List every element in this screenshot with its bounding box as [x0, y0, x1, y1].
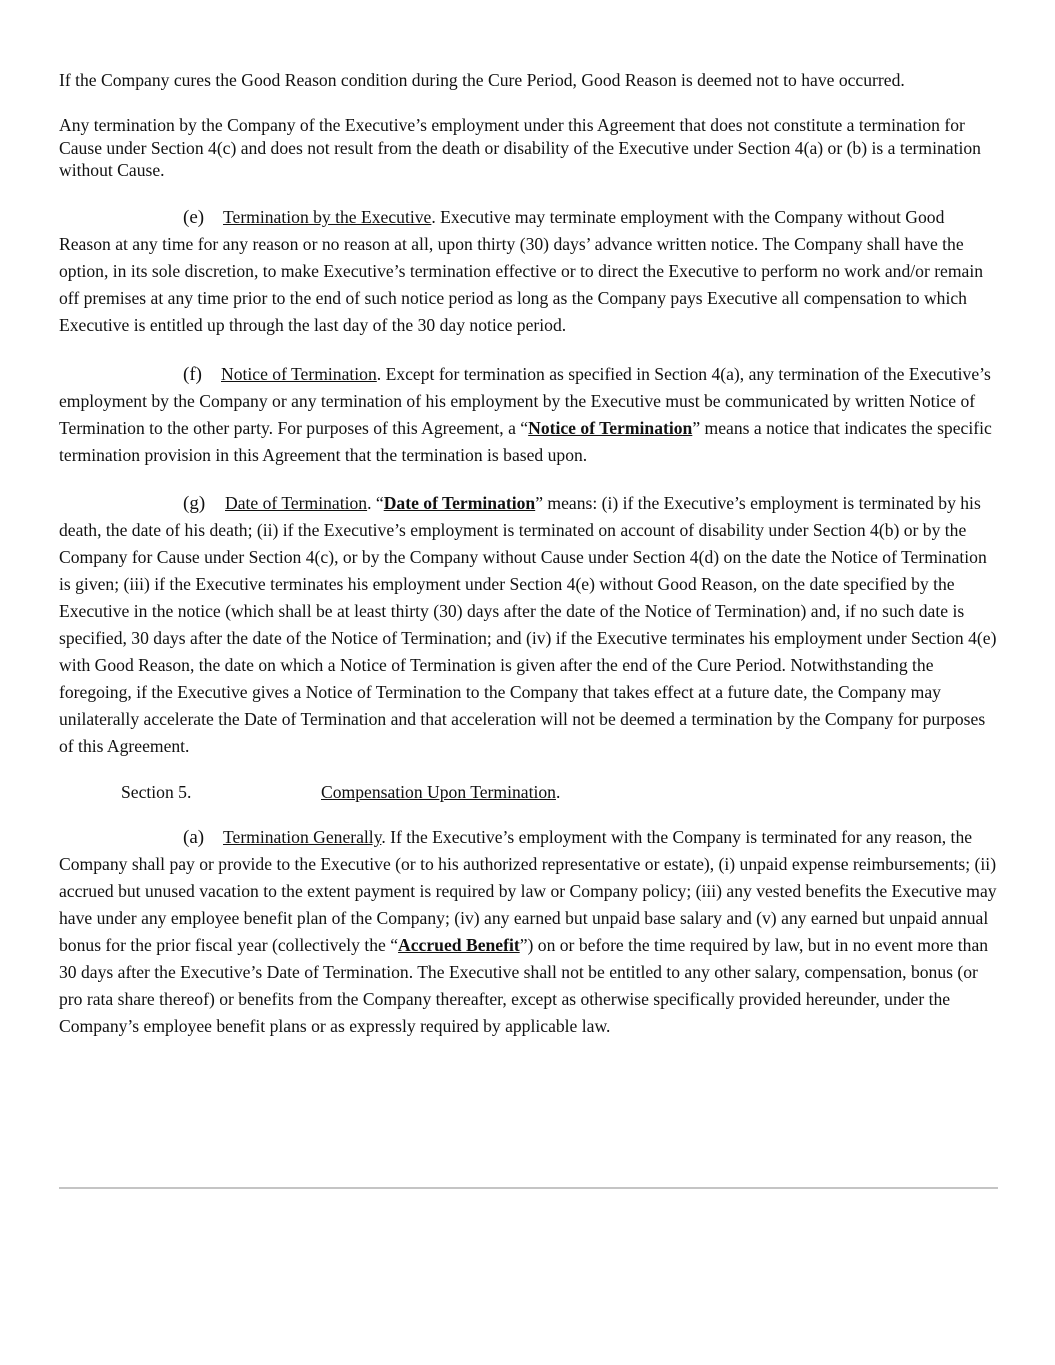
section-4e-termination-by-executive: [59, 204, 999, 339]
defined-term: Accrued Benefit: [398, 935, 520, 955]
paragraph-cure-period: If the Company cures the Good Reason condition during the Cure Period, Good Reason is deemed not to have occurred.: [59, 70, 905, 90]
defined-term: Notice of Termination: [528, 418, 693, 438]
section-title: Compensation Upon Termination: [321, 782, 556, 802]
page-divider: [59, 1187, 998, 1189]
section-label: (f): [183, 364, 202, 385]
section-text: . If the Executive’s employment with the Company is terminated for any reason, the Company shall pay or provide to the Executive (or to his authorized representative or estate), (i) unpaid expense reimbursements; (ii) accrued but unused vacation to the extent payment is required by law or Company policy; (iii) any vested benefits the Executive may have under any employee benefit plan of the Company; (iv) any earned but unpaid base salary and (v) any earned but unpaid annual bonus for the prior fiscal year (collectively the “: [59, 827, 997, 955]
section-text: . Except for termination as specified in Section 4(a), any termination of the Executive’s employment by the Company or any termination of his employment by the Executive must be communicated by written Notice of Termination to the other party. For purposes of this Agreement, a “: [59, 364, 991, 438]
section-label: (a): [183, 827, 205, 848]
section-title: Notice of Termination: [221, 364, 377, 384]
section-text: . “: [367, 493, 384, 513]
section-label: (g): [183, 493, 206, 514]
section-5-heading: [59, 780, 999, 804]
section-text: ”) on or before the time required by law, but in no event more than 30 days after the Executive’s Date of Termination. The Executive shall not be entitled to any other salary, compensation, bonus (or pro rata share thereof) or benefits from the Company thereafter, except as otherwise specifically provided hereunder, under the Company’s employee benefit plans or as expressly required by applicable law.: [59, 935, 989, 1036]
section-title: Termination Generally: [223, 827, 382, 847]
section-text: ” means: (i) if the Executive’s employment is terminated by his death, the date of his death; (ii) if the Executive’s employment is terminated on account of disability under Section 4(b) or by the Company for Cause under Section 4(c), or by the Company without Cause under Section 4(d) on the date the Notice of Termination is given; (iii) if the Executive terminates his employment under Section 4(e) without Good Reason, on the date specified by the Executive in the notice (which shall be at least thirty (30) days after the date of the Notice of Termination) and, if no such date is specified, 30 days after the date of the Notice of Termination; and (iv) if the Executive terminates his employment under Section 4(e) with Good Reason, the date on which a Notice of Termination is given after the end of the Cure Period. Notwithstanding the foregoing, if the Executive gives a Notice of Termination to the Company that takes effect at a future date, the Company may unilaterally accelerate the Date of Termination and that acceleration will not be deemed a termination by the Company for purposes of this Agreement.: [59, 493, 997, 756]
section-number: Section 5.: [121, 782, 192, 802]
paragraph-termination-without-cause: Any termination by the Company of the Executive’s employment under this Agreement that does not constitute a termination for Cause under Section 4(c) and does not result from the death or disability of the Executive under Section 4(a) or (b) is a termination without Cause.: [59, 115, 981, 180]
section-4f-notice-of-termination: [59, 361, 994, 469]
defined-term: Date of Termination: [383, 493, 536, 513]
section-title-wrap: [321, 780, 560, 804]
section-title: Date of Termination: [225, 493, 368, 513]
section-5a-termination-generally: [59, 824, 999, 1040]
section-4g-date-of-termination: [59, 490, 999, 760]
section-label: (e): [183, 207, 205, 228]
section-text: . Executive may terminate employment with the Company without Good Reason at any time for any reason or no reason at all, upon thirty (30) days’ advance written notice. The Company shall have the option, in its sole discretion, to make Executive’s termination effective or to direct the Executive to perform no work and/or remain off premises at any time prior to the end of such notice period as long as the Company pays Executive all compensation to which Executive is entitled up through the last day of the 30 day notice period.: [59, 207, 984, 335]
section-title-period: .: [555, 782, 561, 802]
section-text: ” means a notice that indicates the specific termination provision in this Agreement that the termination is based upon.: [59, 418, 992, 465]
section-title: Termination by the Executive: [223, 207, 432, 227]
